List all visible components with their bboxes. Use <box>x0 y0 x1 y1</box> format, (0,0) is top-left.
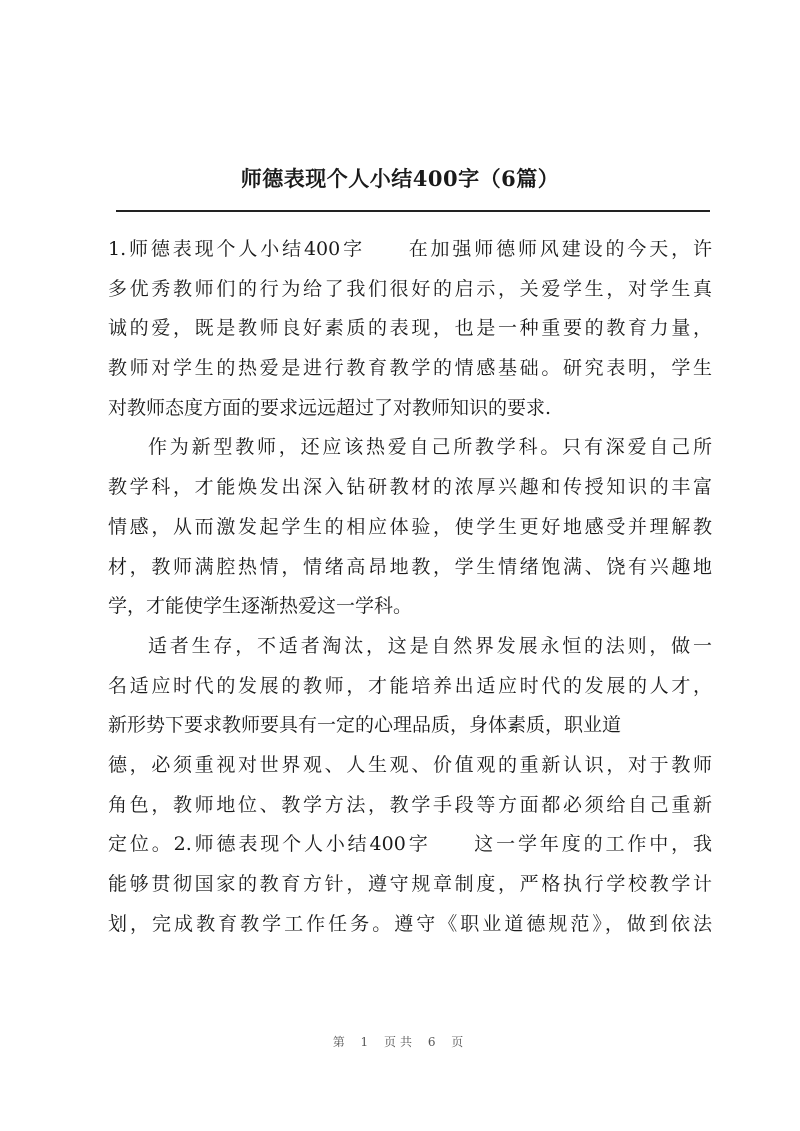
text-line: 名适应时代的发展的教师，才能培养出适应时代的发展的人才， <box>108 674 712 697</box>
text-line: 定位。2.师德表现个人小结400字 这一学年度的工作中，我 <box>108 833 712 856</box>
text-line: 教学科，才能焕发出深入钻研教材的浓厚兴趣和传授知识的丰富 <box>108 476 712 499</box>
text-line: 德，必须重视对世界观、人生观、价值观的重新认识，对于教师 <box>108 753 712 776</box>
text-line: 诚的爱，既是教师良好素质的表现，也是一种重要的教育力量， <box>108 317 712 340</box>
document-title: 师德表现个人小结400字（6篇） <box>240 166 560 191</box>
text-line: 对教师态度方面的要求远远超过了对教师知识的要求. <box>108 396 552 419</box>
text-line: 情感，从而激发起学生的相应体验，使学生更好地感受并理解教 <box>108 515 712 538</box>
text-line: 划，完成教育教学工作任务。遵守《职业道德规范》，做到依法 <box>108 912 712 935</box>
text-line: 学，才能使学生逐渐热爱这一学科。 <box>108 595 413 618</box>
text-line: 多优秀教师们的行为给了我们很好的启示，关爱学生，对学生真 <box>108 277 712 300</box>
document-body <box>108 230 712 944</box>
text-line: 教师对学生的热爱是进行教育教学的情感基础。研究表明，学生 <box>108 357 712 380</box>
page-footer: 第 1 页共 6 页 <box>332 1035 468 1049</box>
text-line: 材，教师满腔热情，情绪高昂地教，学生情绪饱满、饶有兴趣地 <box>108 555 712 578</box>
text-line: 新形势下要求教师要具有一定的心理品质，身体素质，职业道 <box>108 714 622 737</box>
text-line: 能够贯彻国家的教育方针，遵守规章制度，严格执行学校教学计 <box>108 873 712 895</box>
title-divider <box>116 210 710 212</box>
text-line: 1.师德表现个人小结400字 在加强师德师风建设的今天，许 <box>108 238 712 260</box>
text-line: 角色，教师地位、教学方法，教学手段等方面都必须给自己重新 <box>108 793 712 816</box>
text-line: 适者生存，不适者淘汰，这是自然界发展永恒的法则，做一 <box>148 634 712 657</box>
text-line: 作为新型教师，还应该热爱自己所教学科。只有深爱自己所 <box>148 436 712 459</box>
